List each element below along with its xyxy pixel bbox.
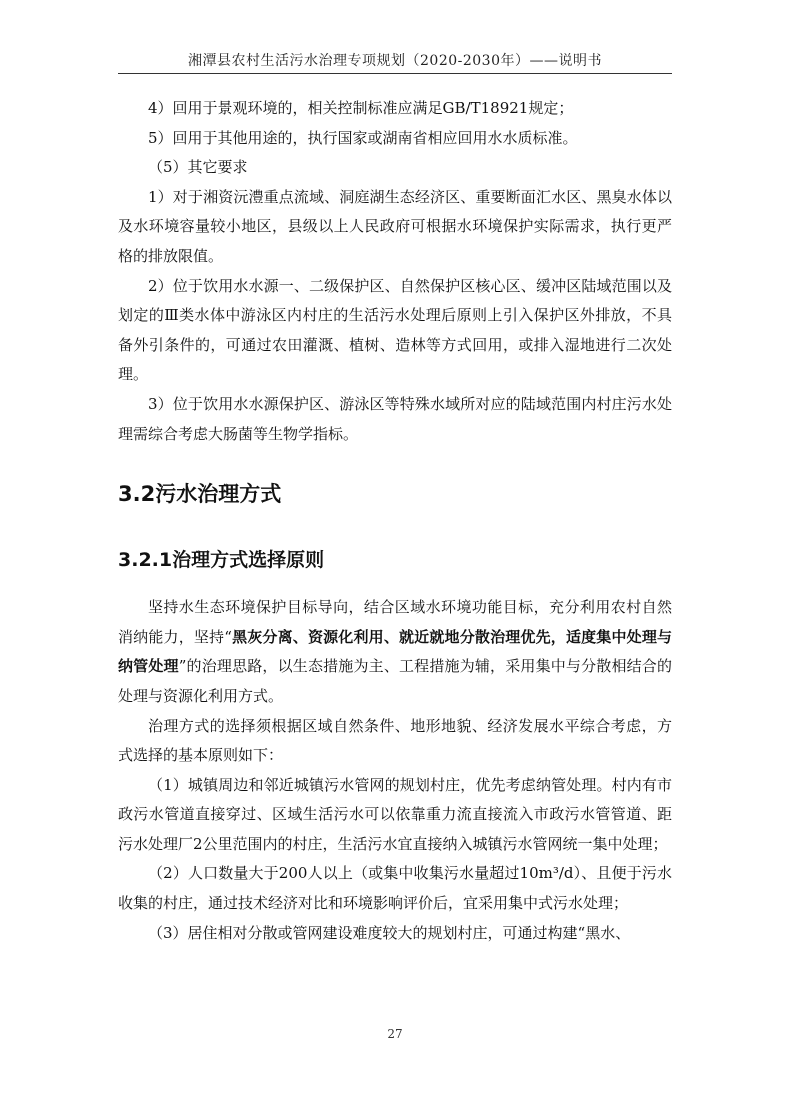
paragraph-text: 坚持水生态环境保护目标导向，结合区域水环境功能目标，充分利用农村自然消纳能力，坚持“ — [118, 598, 672, 646]
section-heading-3-2: 3.2污水治理方式 — [118, 482, 282, 507]
page-body — [118, 94, 672, 948]
paragraph-text: ”的治理思路，以生态措施为主、工程措施为辅，采用集中与分散相结合的处理与资源化利用方式。 — [118, 657, 672, 705]
subsection-heading-3-2-1: 3.2.1治理方式选择原则 — [118, 549, 325, 572]
list-item: （3）居住相对分散或管网建设难度较大的规划村庄，可通过构建“黑水、 — [148, 923, 631, 942]
page-number: 27 — [387, 1027, 403, 1041]
list-item: 4）回用于景观环境的，相关控制标准应满足GB/T18921规定； — [148, 99, 574, 117]
list-item: 3）位于饮用水水源保护区、游泳区等特殊水域所对应的陆域范围内村庄污水处理需综合考虑大肠菌等生物学指标。 — [118, 394, 672, 443]
list-item: 2）位于饮用水水源一、二级保护区、自然保护区核心区、缓冲区陆域范围以及划定的Ⅲ类水体中游泳区内村庄的生活污水处理后原则上引入保护区外排放，不具备外引条件的，可通过农田灌溉、植树、造林等方式回用，或排入湿地进行二次处理。 — [118, 276, 672, 384]
list-item: （5）其它要求 — [148, 158, 248, 177]
list-item: （1）城镇周边和邻近城镇污水管网的规划村庄，优先考虑纳管处理。村内有市政污水管道直接穿过、区域生活污水可以依靠重力流直接流入市政污水管管道、距污水处理厂2公里范围内的村庄，生活污水宜直接纳入城镇污水管网统一集中处理； — [118, 775, 672, 853]
list-item: 1）对于湘资沅澧重点流域、洞庭湖生态经济区、重要断面汇水区、黑臭水体以及水环境容量较小地区，县级以上人民政府可根据水环境保护实际需求，执行更严格的排放限值。 — [118, 187, 672, 265]
paragraph-principle — [118, 593, 672, 711]
running-header: 湘潭县农村生活污水治理专项规划（2020-2030年）——说明书 — [188, 53, 602, 69]
header-divider — [118, 73, 672, 74]
list-item: 5）回用于其他用途的，执行国家或湖南省相应回用水水质标准。 — [148, 128, 578, 147]
emphasis-text: 黑灰分离、资源化利用、就近就地分散治理优先，适度集中处理与纳管处理 — [118, 627, 672, 676]
list-item: （2）人口数量大于200人以上（或集中收集污水量超过10m³/d）、且便于污水收集的村庄，通过技术经济对比和环境影响评价后，宜采用集中式污水处理； — [118, 864, 672, 913]
paragraph-selection: 治理方式的选择须根据区域自然条件、地形地貌、经济发展水平综合考虑，方式选择的基本原则如下： — [118, 716, 672, 765]
